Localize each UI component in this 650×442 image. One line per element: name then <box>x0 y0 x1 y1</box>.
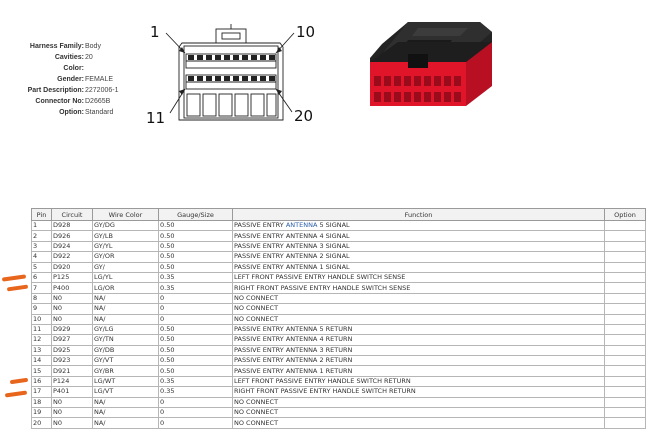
table-row <box>32 335 646 345</box>
highlight-mark-pin-6 <box>2 274 26 281</box>
cell-pin: 20 <box>32 418 52 428</box>
cell-option <box>605 314 646 324</box>
function-text: RIGHT FRONT PASSIVE ENTRY HANDLE SWITCH SENSE <box>234 283 411 292</box>
header-circuit: Circuit <box>52 209 93 221</box>
cell-wire-color: GY/ <box>93 262 159 272</box>
table-row <box>32 241 646 251</box>
info-row-harness-family <box>0 41 160 52</box>
cell-option <box>605 345 646 355</box>
cell-pin: 15 <box>32 366 52 376</box>
table-row <box>32 324 646 334</box>
cell-option <box>605 387 646 397</box>
cell-gauge: 0 <box>159 397 233 407</box>
cell-gauge: 0 <box>159 418 233 428</box>
cell-pin: 9 <box>32 304 52 314</box>
cell-gauge: 0 <box>159 304 233 314</box>
table-row <box>32 221 646 231</box>
cell-circuit: N0 <box>52 293 93 303</box>
cell-gauge: 0.35 <box>159 283 233 293</box>
table-row <box>32 418 646 428</box>
info-label: Harness Family: <box>29 43 84 50</box>
cell-wire-color: GY/TN <box>93 335 159 345</box>
pin-label-1: 1 <box>150 23 160 41</box>
info-value: 20 <box>85 54 93 61</box>
cell-function <box>233 241 605 251</box>
cell-option <box>605 408 646 418</box>
cell-pin: 19 <box>32 408 52 418</box>
cell-circuit: P125 <box>52 272 93 282</box>
cell-option <box>605 241 646 251</box>
cell-gauge: 0 <box>159 293 233 303</box>
pin-label-10: 10 <box>296 23 316 41</box>
cell-pin: 6 <box>32 272 52 282</box>
header-gauge: Gauge/Size <box>159 209 233 221</box>
info-row-cavities <box>0 52 160 63</box>
cell-wire-color: GY/DG <box>93 221 159 231</box>
pin-label-20: 20 <box>294 107 314 125</box>
cell-pin: 14 <box>32 356 52 366</box>
table-row <box>32 293 646 303</box>
function-text: RIGHT FRONT PASSIVE ENTRY HANDLE SWITCH RETURN <box>234 387 416 396</box>
function-text: NO CONNECT <box>234 418 279 427</box>
table-row <box>32 397 646 407</box>
cell-wire-color: NA/ <box>93 314 159 324</box>
cell-function <box>233 408 605 418</box>
cell-option <box>605 293 646 303</box>
cell-function <box>233 418 605 428</box>
cell-circuit: D925 <box>52 345 93 355</box>
connector-info <box>0 41 160 118</box>
cell-function <box>233 231 605 241</box>
cell-pin: 12 <box>32 335 52 345</box>
cell-option <box>605 262 646 272</box>
cell-function <box>233 387 605 397</box>
info-value: D2665B <box>85 98 111 105</box>
cell-circuit: D926 <box>52 231 93 241</box>
header-function: Function <box>233 209 605 221</box>
cell-wire-color: NA/ <box>93 293 159 303</box>
function-text: PASSIVE ENTRY ANTENNA 2 SIGNAL <box>234 252 350 261</box>
cell-function <box>233 376 605 386</box>
cell-wire-color: GY/DB <box>93 345 159 355</box>
table-row <box>32 314 646 324</box>
cell-gauge: 0.50 <box>159 231 233 241</box>
cell-gauge: 0.50 <box>159 221 233 231</box>
cell-circuit: N0 <box>52 304 93 314</box>
cell-circuit: N0 <box>52 397 93 407</box>
cell-circuit: N0 <box>52 408 93 418</box>
cell-option <box>605 335 646 345</box>
cell-pin: 18 <box>32 397 52 407</box>
info-value: Standard <box>85 109 114 116</box>
function-text: PASSIVE ENTRY ANTENNA 3 SIGNAL <box>234 241 350 250</box>
cell-pin: 7 <box>32 283 52 293</box>
cell-circuit: D929 <box>52 324 93 334</box>
cell-wire-color: LG/YL <box>93 272 159 282</box>
function-text: NO CONNECT <box>234 314 279 323</box>
function-text: PASSIVE ENTRY ANTENNA 5 RETURN <box>234 325 353 334</box>
cell-option <box>605 252 646 262</box>
cell-option <box>605 397 646 407</box>
cell-circuit: P401 <box>52 387 93 397</box>
cell-wire-color: LG/OR <box>93 283 159 293</box>
info-value <box>84 63 85 74</box>
cell-wire-color: GY/BR <box>93 366 159 376</box>
highlight-mark-pin-7 <box>7 285 28 292</box>
cell-function <box>233 345 605 355</box>
function-link[interactable]: ANTENNA <box>285 221 318 230</box>
table-row <box>32 262 646 272</box>
cell-pin: 8 <box>32 293 52 303</box>
cell-wire-color: NA/ <box>93 408 159 418</box>
cell-gauge: 0.50 <box>159 335 233 345</box>
connector-render-image <box>368 18 494 114</box>
cell-gauge: 0.35 <box>159 376 233 386</box>
info-label: Color: <box>63 65 84 72</box>
table-row <box>32 356 646 366</box>
cell-gauge: 0 <box>159 314 233 324</box>
cell-gauge: 0.35 <box>159 272 233 282</box>
info-value: FEMALE <box>85 76 114 83</box>
function-text: PASSIVE ENTRY ANTENNA 4 RETURN <box>234 335 353 344</box>
info-label: Cavities: <box>54 54 84 61</box>
cell-option <box>605 304 646 314</box>
cell-wire-color: NA/ <box>93 397 159 407</box>
cell-function <box>233 366 605 376</box>
cell-option <box>605 272 646 282</box>
cell-circuit: P400 <box>52 283 93 293</box>
table-row <box>32 283 646 293</box>
cell-gauge: 0 <box>159 408 233 418</box>
table-row <box>32 345 646 355</box>
highlight-mark-pin-17 <box>5 390 27 397</box>
cell-function <box>233 283 605 293</box>
cell-wire-color: GY/OR <box>93 252 159 262</box>
function-text: LEFT FRONT PASSIVE ENTRY HANDLE SWITCH SENSE <box>234 273 406 282</box>
cell-circuit: D927 <box>52 335 93 345</box>
table-row <box>32 376 646 386</box>
cell-wire-color: GY/VT <box>93 356 159 366</box>
cell-pin: 5 <box>32 262 52 272</box>
cell-wire-color: NA/ <box>93 418 159 428</box>
cell-option <box>605 221 646 231</box>
info-row-gender <box>0 74 160 85</box>
cell-gauge: 0.50 <box>159 262 233 272</box>
cell-option <box>605 418 646 428</box>
info-row-option <box>0 107 160 118</box>
cell-gauge: 0.50 <box>159 356 233 366</box>
connector-pinout-diagram <box>140 20 330 130</box>
info-value: 2272006-1 <box>85 87 119 94</box>
table-row <box>32 304 646 314</box>
info-row-connector-no <box>0 96 160 107</box>
info-value: Body <box>85 43 101 50</box>
cell-wire-color: LG/VT <box>93 387 159 397</box>
function-text: PASSIVE ENTRY ANTENNA 1 SIGNAL <box>234 262 350 271</box>
header-wire-color: Wire Color <box>93 209 159 221</box>
cell-gauge: 0.50 <box>159 252 233 262</box>
cell-option <box>605 324 646 334</box>
cell-gauge: 0.50 <box>159 241 233 251</box>
info-row-color <box>0 63 160 74</box>
cell-circuit: P124 <box>52 376 93 386</box>
cell-function <box>233 335 605 345</box>
cell-pin: 2 <box>32 231 52 241</box>
header-pin: Pin <box>32 209 52 221</box>
function-text: PASSIVE ENTRY ANTENNA 2 RETURN <box>234 356 353 365</box>
cell-gauge: 0.50 <box>159 366 233 376</box>
table-row <box>32 366 646 376</box>
cell-pin: 3 <box>32 241 52 251</box>
cell-function <box>233 304 605 314</box>
cell-function <box>233 272 605 282</box>
cell-circuit: N0 <box>52 418 93 428</box>
function-text: PASSIVE ENTRY ANTENNA 1 RETURN <box>234 366 353 375</box>
cell-pin: 17 <box>32 387 52 397</box>
info-label: Connector No: <box>35 98 84 105</box>
info-row-part-description <box>0 85 160 96</box>
cell-wire-color: NA/ <box>93 304 159 314</box>
pin-label-11: 11 <box>146 109 166 127</box>
function-text: PASSIVE ENTRY <box>234 221 286 230</box>
connector-3d-render <box>368 18 494 114</box>
cell-wire-color: LG/WT <box>93 376 159 386</box>
cell-function <box>233 324 605 334</box>
function-text: NO CONNECT <box>234 397 279 406</box>
cell-pin: 11 <box>32 324 52 334</box>
cell-pin: 10 <box>32 314 52 324</box>
cell-gauge: 0.35 <box>159 387 233 397</box>
cell-circuit: D922 <box>52 252 93 262</box>
cell-pin: 1 <box>32 221 52 231</box>
function-text: NO CONNECT <box>234 408 279 417</box>
cell-wire-color: GY/LB <box>93 231 159 241</box>
cell-circuit: N0 <box>52 314 93 324</box>
pinout-table <box>31 208 646 429</box>
cell-wire-color: GY/YL <box>93 241 159 251</box>
cell-function <box>233 314 605 324</box>
function-text: PASSIVE ENTRY ANTENNA 4 SIGNAL <box>234 231 350 240</box>
function-text: LEFT FRONT PASSIVE ENTRY HANDLE SWITCH RETURN <box>234 377 411 386</box>
cell-pin: 4 <box>32 252 52 262</box>
cell-function <box>233 293 605 303</box>
cell-circuit: D923 <box>52 356 93 366</box>
cell-function <box>233 262 605 272</box>
info-label: Gender: <box>57 76 84 83</box>
cell-option <box>605 231 646 241</box>
cell-function <box>233 356 605 366</box>
cell-pin: 13 <box>32 345 52 355</box>
cell-option <box>605 356 646 366</box>
cell-option <box>605 366 646 376</box>
table-row <box>32 231 646 241</box>
cell-gauge: 0.50 <box>159 345 233 355</box>
cell-option <box>605 283 646 293</box>
header-option: Option <box>605 209 646 221</box>
cell-circuit: D921 <box>52 366 93 376</box>
cell-function <box>233 221 605 231</box>
table-row <box>32 252 646 262</box>
cell-gauge: 0.50 <box>159 324 233 334</box>
cell-circuit: D928 <box>52 221 93 231</box>
cell-pin: 16 <box>32 376 52 386</box>
cell-function <box>233 252 605 262</box>
info-label: Part Description: <box>27 87 84 94</box>
function-text-suffix: 5 SIGNAL <box>317 221 350 230</box>
cell-function <box>233 397 605 407</box>
cell-circuit: D920 <box>52 262 93 272</box>
table-row <box>32 272 646 282</box>
function-text: NO CONNECT <box>234 304 279 313</box>
highlight-mark-pin-16 <box>10 378 28 384</box>
function-text: NO CONNECT <box>234 293 279 302</box>
table-header-row <box>32 209 646 221</box>
cell-circuit: D924 <box>52 241 93 251</box>
cell-option <box>605 376 646 386</box>
function-text: PASSIVE ENTRY ANTENNA 3 RETURN <box>234 345 353 354</box>
table-row <box>32 408 646 418</box>
cell-wire-color: GY/LG <box>93 324 159 334</box>
table-row <box>32 387 646 397</box>
info-label: Option: <box>59 109 84 116</box>
